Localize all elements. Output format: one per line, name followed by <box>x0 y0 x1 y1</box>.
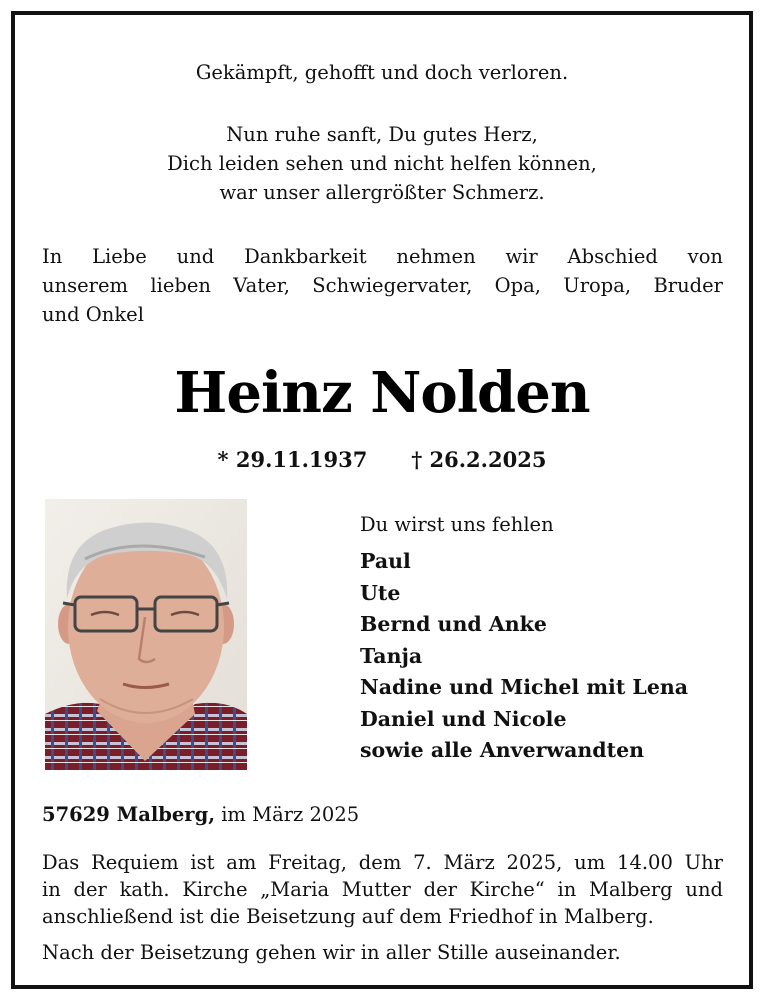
family-list <box>360 546 688 767</box>
life-dates <box>15 447 749 472</box>
family-member: Tanja <box>360 643 423 668</box>
poem-line: Nun ruhe sanft, Du gutes Herz, <box>226 123 538 146</box>
poem-line: war unser allergrößter Schmerz. <box>219 181 545 204</box>
place-name: 57629 Malberg, <box>42 803 215 826</box>
requiem-line: Das Requiem ist am Freitag, dem 7. März 2025, um 14.00 Uhr <box>42 851 723 874</box>
place-month: im März 2025 <box>215 803 360 826</box>
closing-text: Nach der Beisetzung gehen wir in aller Stille auseinander. <box>42 941 621 964</box>
family-member: Paul <box>360 549 411 573</box>
requiem-line: in der kath. Kirche „Maria Mutter der Kirche“ in Malberg und <box>42 878 723 901</box>
death-date: † 26.2.2025 <box>411 447 547 472</box>
portrait-photo <box>45 499 247 770</box>
motto: Gekämpft, gehofft und doch verloren. <box>195 61 569 84</box>
family-member: Nadine und Michel mit Lena <box>360 675 689 699</box>
intro-line: unserem lieben Vater, Schwiegervater, Opa, Uropa, Bruder <box>42 274 723 297</box>
requiem-notice <box>42 849 723 930</box>
intro-text <box>42 242 723 329</box>
miss-you-text: Du wirst uns fehlen <box>360 513 554 536</box>
intro-line: und Onkel <box>42 303 144 326</box>
family-member: Bernd und Anke <box>360 612 547 636</box>
intro-line: In Liebe und Dankbarkeit nehmen wir Abschied von <box>42 245 723 268</box>
poem-line: Dich leiden sehen und nicht helfen können, <box>167 152 597 175</box>
deceased-name: Heinz Nolden <box>174 360 590 426</box>
birth-date: * 29.11.1937 <box>217 447 368 472</box>
family-member: Ute <box>360 580 401 605</box>
place-date <box>42 803 359 826</box>
obituary-frame <box>11 11 753 989</box>
requiem-line: anschließend ist die Beisetzung auf dem Friedhof in Malberg. <box>42 905 654 928</box>
family-member: sowie alle Anverwandten <box>360 738 645 762</box>
poem <box>15 120 749 207</box>
family-member: Daniel und Nicole <box>360 706 567 731</box>
